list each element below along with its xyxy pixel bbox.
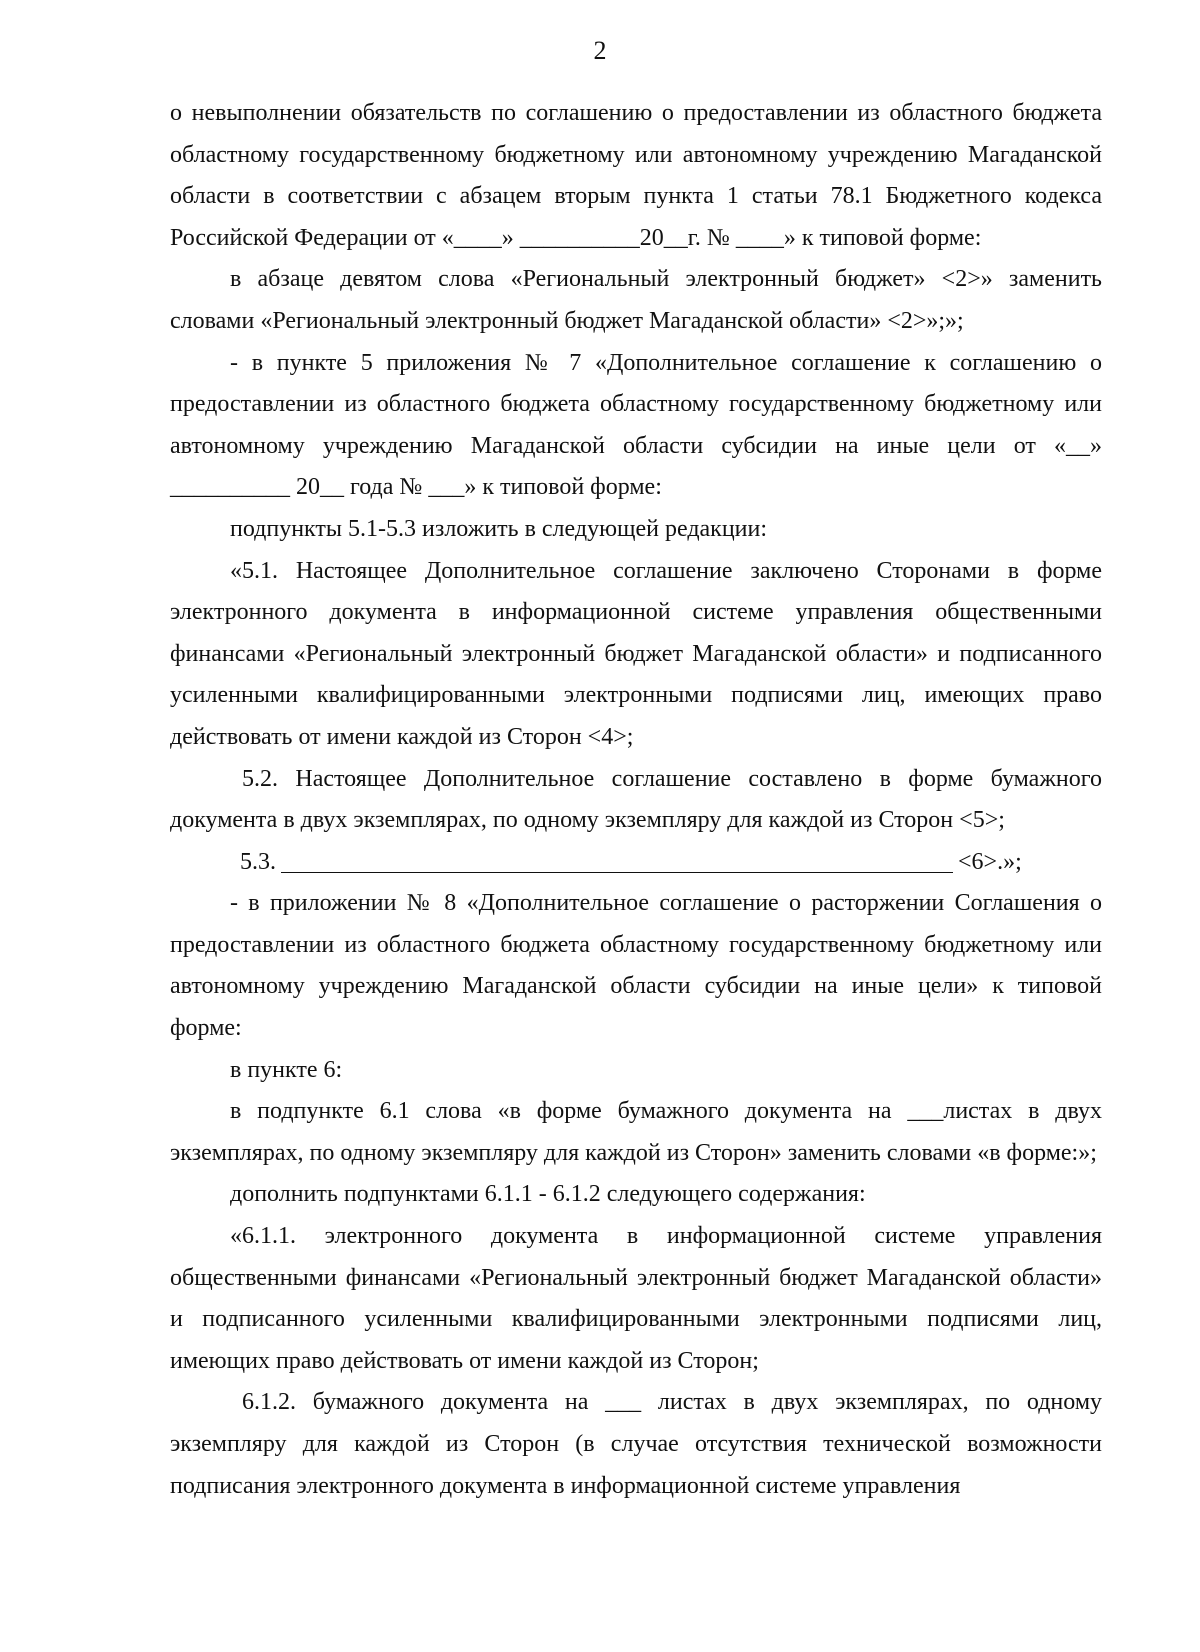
paragraph-add-subitems: дополнить подпунктами 6.1.1 - 6.1.2 следующего содержания: xyxy=(230,1181,866,1208)
paragraph-6-1-1: «6.1.1. электронного документа в информационной системе управления общественными финансами «Региональный электронный бюджет Магаданской области» и подписанного усиленными квалифицированными электронными подписями лиц, имеющих право действовать от имени каждой из Сторон; xyxy=(170,1223,1102,1374)
paragraph-5-1: «5.1. Настоящее Дополнительное соглашение заключено Сторонами в форме электронного документа в информационной системе управления общественными финансами «Региональный электронный бюджет Магаданской области» и подписанного усиленными квалифицированными электронными подписями лиц, имеющих право действовать от имени каждой из Сторон <4>; xyxy=(170,557,1102,750)
paragraph-appendix-8: - в приложении № 8 «Дополнительное соглашение о расторжении Соглашения о предоставлении из областного бюджета областному государственному бюджетному или автономному учреждению Магаданской области субсидии на иные цели» к типовой форме: xyxy=(170,890,1102,1042)
paragraph-5-3-tail: <6>.»; xyxy=(958,848,1022,875)
paragraph-replace-words: в абзаце девятом слова «Региональный электронный бюджет» <2>» заменить словами «Региональный электронный бюджет Магаданской области» <2>»;»; xyxy=(170,266,1102,334)
paragraph-5-2: 5.2. Настоящее Дополнительное соглашение составлено в форме бумажного документа в двух экземплярах, по одному экземпляру для каждой из Сторон <5>; xyxy=(170,765,1102,834)
paragraph-item-6: в пункте 6: xyxy=(230,1056,343,1083)
document-body xyxy=(170,93,1102,1507)
page-number: 2 xyxy=(593,36,607,65)
paragraph-5-3-number: 5.3. xyxy=(240,848,276,875)
paragraph-6-1-2: 6.1.2. бумажного документа на ___ листах в двух экземплярах, по одному экземпляру для каждой из Сторон (в случае отсутствия технической возможности подписания электронного документа в информационной системе управления xyxy=(170,1389,1102,1499)
paragraph-6-1: в подпункте 6.1 слова «в форме бумажного документа на ___листах в двух экземплярах, по одному экземпляру для каждой из Сторон» заменить словами «в форме:»; xyxy=(170,1098,1102,1166)
paragraph-5-3 xyxy=(170,842,1102,884)
blank-underline xyxy=(281,872,953,873)
paragraph-contract-reference: о невыполнении обязательств по соглашению о предоставлении из областного бюджета областному государственному бюджетному или автономному учреждению Магаданской области в соответствии с абзацем вторым пункта 1 статьи 78.1 Бюджетного кодекса Российской Федерации от «____» __________20__г. № ____» к типовой форме: xyxy=(170,100,1102,251)
paragraph-subitems-5: подпункты 5.1-5.3 изложить в следующей редакции: xyxy=(230,515,768,542)
paragraph-appendix-7: - в пункте 5 приложения № 7 «Дополнительное соглашение к соглашению о предоставлении из областного бюджета областному государственному бюджетному или автономному учреждению Магаданской области субсидии на иные цели от «__» __________ 20__ года № ___» к типовой форме: xyxy=(170,349,1102,501)
